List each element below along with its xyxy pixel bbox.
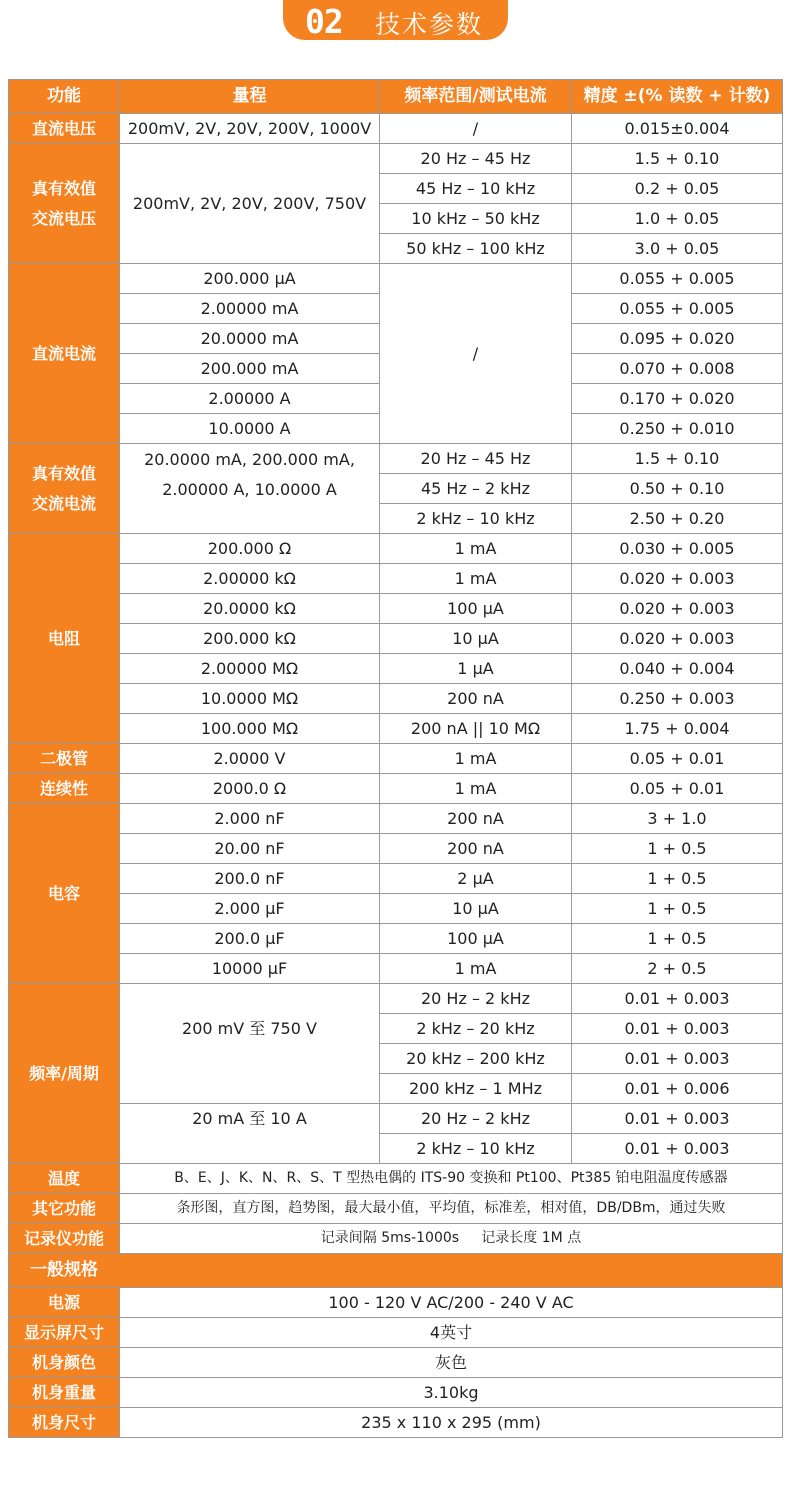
range-cell: 20.00 nF xyxy=(120,834,380,864)
col-header-frequency: 频率范围/测试电流 xyxy=(380,80,572,114)
table-row xyxy=(9,144,783,174)
table-row xyxy=(9,864,783,894)
accuracy-cell: 0.250 + 0.010 xyxy=(572,414,783,444)
freq-cell: 2 kHz – 10 kHz xyxy=(380,1134,572,1164)
section-row xyxy=(9,1254,783,1288)
section-header-badge xyxy=(283,0,508,40)
freq-cell: 2 kHz – 20 kHz xyxy=(380,1014,572,1044)
accuracy-cell: 0.2 + 0.05 xyxy=(572,174,783,204)
function-label-line: 真有效值 xyxy=(31,463,96,483)
table-row xyxy=(9,1104,783,1134)
accuracy-cell: 0.070 + 0.008 xyxy=(572,354,783,384)
freq-cell: 1 mA xyxy=(380,774,572,804)
freq-cell: 1 mA xyxy=(380,954,572,984)
accuracy-cell: 0.250 + 0.003 xyxy=(572,684,783,714)
accuracy-cell: 0.020 + 0.003 xyxy=(572,594,783,624)
table-row xyxy=(9,894,783,924)
table-row xyxy=(9,444,783,474)
freq-cell: 100 µA xyxy=(380,924,572,954)
accuracy-cell: 0.50 + 0.10 xyxy=(572,474,783,504)
spec-value: 记录间隔 5ms-1000s 记录长度 1M 点 xyxy=(120,1224,783,1254)
accuracy-cell: 2.50 + 0.20 xyxy=(572,504,783,534)
table-row xyxy=(9,744,783,774)
range-cell: 200.000 kΩ xyxy=(120,624,380,654)
function-label: 直流电流 xyxy=(9,264,120,444)
range-cell xyxy=(120,444,380,534)
function-label: 电阻 xyxy=(9,534,120,744)
spec-label: 电源 xyxy=(9,1288,120,1318)
table-row xyxy=(9,804,783,834)
function-label xyxy=(9,444,120,534)
table-row xyxy=(9,264,783,294)
function-label: 其它功能 xyxy=(9,1194,120,1224)
table-row xyxy=(9,564,783,594)
accuracy-cell: 1 + 0.5 xyxy=(572,894,783,924)
freq-cell: 200 nA xyxy=(380,804,572,834)
range-cell: 2.00000 A xyxy=(120,384,380,414)
freq-cell: / xyxy=(380,114,572,144)
accuracy-cell: 0.095 + 0.020 xyxy=(572,324,783,354)
range-cell: 200.000 mA xyxy=(120,354,380,384)
spec-label: 机身重量 xyxy=(9,1378,120,1408)
range-cell: 2.00000 mA xyxy=(120,294,380,324)
freq-cell: 200 nA || 10 MΩ xyxy=(380,714,572,744)
freq-cell: 100 µA xyxy=(380,594,572,624)
function-label-line: 真有效值 xyxy=(31,178,96,198)
spec-value: B、E、J、K、N、R、S、T 型热电偶的 ITS-90 变换和 Pt100、Pt385 铂电阻温度传感器 xyxy=(120,1164,783,1194)
spec-value: 4英寸 xyxy=(120,1318,783,1348)
table-row xyxy=(9,1164,783,1194)
function-label-line: 交流电压 xyxy=(31,208,96,228)
accuracy-cell: 0.170 + 0.020 xyxy=(572,384,783,414)
accuracy-cell: 3 + 1.0 xyxy=(572,804,783,834)
range-cell: 200.000 Ω xyxy=(120,534,380,564)
accuracy-cell: 0.01 + 0.006 xyxy=(572,1074,783,1104)
freq-cell: 10 µA xyxy=(380,894,572,924)
function-label-line: 交流电流 xyxy=(31,493,96,513)
table-row xyxy=(9,1318,783,1348)
function-label: 连续性 xyxy=(9,774,120,804)
range-cell: 2000.0 Ω xyxy=(120,774,380,804)
table-row xyxy=(9,984,783,1014)
freq-cell: 1 mA xyxy=(380,534,572,564)
function-label: 电容 xyxy=(9,804,120,984)
table-row xyxy=(9,534,783,564)
accuracy-cell: 1.75 + 0.004 xyxy=(572,714,783,744)
freq-cell: 20 Hz – 45 Hz xyxy=(380,144,572,174)
freq-cell: 1 mA xyxy=(380,564,572,594)
accuracy-cell: 1 + 0.5 xyxy=(572,924,783,954)
freq-cell: 20 Hz – 2 kHz xyxy=(380,1104,572,1134)
table-row xyxy=(9,924,783,954)
table-row xyxy=(9,1194,783,1224)
accuracy-cell: 0.05 + 0.01 xyxy=(572,744,783,774)
freq-cell: 20 Hz – 45 Hz xyxy=(380,444,572,474)
accuracy-cell: 0.01 + 0.003 xyxy=(572,984,783,1014)
col-header-range: 量程 xyxy=(120,80,380,114)
accuracy-cell: 0.05 + 0.01 xyxy=(572,774,783,804)
freq-cell: 20 Hz – 2 kHz xyxy=(380,984,572,1014)
range-line: 2.00000 A, 10.0000 A xyxy=(162,480,337,499)
table-row xyxy=(9,834,783,864)
accuracy-cell: 0.055 + 0.005 xyxy=(572,294,783,324)
spec-value: 100 - 120 V AC/200 - 240 V AC xyxy=(120,1288,783,1318)
range-cell: 200.0 nF xyxy=(120,864,380,894)
accuracy-cell: 0.01 + 0.003 xyxy=(572,1044,783,1074)
accuracy-cell: 1 + 0.5 xyxy=(572,834,783,864)
range-cell: 20.0000 mA xyxy=(120,324,380,354)
spec-label: 机身尺寸 xyxy=(9,1408,120,1438)
freq-cell: 20 kHz – 200 kHz xyxy=(380,1044,572,1074)
range-cell: 10.0000 A xyxy=(120,414,380,444)
range-cell: 200.000 µA xyxy=(120,264,380,294)
accuracy-cell: 0.030 + 0.005 xyxy=(572,534,783,564)
freq-cell: 200 nA xyxy=(380,684,572,714)
general-section-title: 一般规格 xyxy=(9,1254,783,1288)
range-cell: 200mV, 2V, 20V, 200V, 1000V xyxy=(120,114,380,144)
accuracy-cell: 0.020 + 0.003 xyxy=(572,624,783,654)
freq-cell: 1 mA xyxy=(380,744,572,774)
spec-value: 235 x 110 x 295 (mm) xyxy=(120,1408,783,1438)
range-cell: 200mV, 2V, 20V, 200V, 750V xyxy=(120,144,380,264)
accuracy-cell: 0.015±0.004 xyxy=(572,114,783,144)
range-cell: 2.000 µF xyxy=(120,894,380,924)
accuracy-cell: 1.5 + 0.10 xyxy=(572,444,783,474)
range-cell: 200 mV 至 750 V xyxy=(120,984,380,1104)
spec-value: 3.10kg xyxy=(120,1378,783,1408)
table-row xyxy=(9,624,783,654)
accuracy-cell: 0.01 + 0.003 xyxy=(572,1134,783,1164)
accuracy-cell: 0.040 + 0.004 xyxy=(572,654,783,684)
freq-cell: 50 kHz – 100 kHz xyxy=(380,234,572,264)
table-row xyxy=(9,1348,783,1378)
function-label: 二极管 xyxy=(9,744,120,774)
accuracy-cell: 1.5 + 0.10 xyxy=(572,144,783,174)
table-row xyxy=(9,1408,783,1438)
table-row xyxy=(9,774,783,804)
spec-value: 灰色 xyxy=(120,1348,783,1378)
function-label: 温度 xyxy=(9,1164,120,1194)
accuracy-cell: 0.020 + 0.003 xyxy=(572,564,783,594)
table-row xyxy=(9,1288,783,1318)
section-title: 技术参数 xyxy=(375,10,484,39)
freq-cell: 45 Hz – 2 kHz xyxy=(380,474,572,504)
freq-cell: 1 µA xyxy=(380,654,572,684)
range-cell: 2.00000 MΩ xyxy=(120,654,380,684)
range-cell: 2.00000 kΩ xyxy=(120,564,380,594)
freq-cell: 45 Hz – 10 kHz xyxy=(380,174,572,204)
range-line: 20.0000 mA, 200.000 mA, xyxy=(144,450,355,469)
freq-cell: 200 nA xyxy=(380,834,572,864)
table-row xyxy=(9,684,783,714)
range-cell: 2.0000 V xyxy=(120,744,380,774)
spec-table xyxy=(8,79,783,1438)
accuracy-cell: 0.055 + 0.005 xyxy=(572,264,783,294)
function-label: 直流电压 xyxy=(9,114,120,144)
function-label: 记录仪功能 xyxy=(9,1224,120,1254)
table-row xyxy=(9,594,783,624)
freq-cell: 10 kHz – 50 kHz xyxy=(380,204,572,234)
col-header-accuracy: 精度 ±(% 读数 + 计数) xyxy=(572,80,783,114)
table-row xyxy=(9,114,783,144)
section-number: 02 xyxy=(305,2,343,41)
range-cell: 2.000 nF xyxy=(120,804,380,834)
freq-cell: 200 kHz – 1 MHz xyxy=(380,1074,572,1104)
accuracy-cell: 2 + 0.5 xyxy=(572,954,783,984)
table-row xyxy=(9,1224,783,1254)
range-cell: 10.0000 MΩ xyxy=(120,684,380,714)
col-header-function: 功能 xyxy=(9,80,120,114)
function-label xyxy=(9,144,120,264)
range-cell: 100.000 MΩ xyxy=(120,714,380,744)
table-row xyxy=(9,714,783,744)
range-cell: 10000 µF xyxy=(120,954,380,984)
freq-cell: 2 kHz – 10 kHz xyxy=(380,504,572,534)
accuracy-cell: 1.0 + 0.05 xyxy=(572,204,783,234)
table-row xyxy=(9,954,783,984)
range-cell: 20 mA 至 10 A xyxy=(120,1104,380,1164)
freq-cell: 10 µA xyxy=(380,624,572,654)
range-cell: 200.0 µF xyxy=(120,924,380,954)
freq-cell: 2 µA xyxy=(380,864,572,894)
accuracy-cell: 0.01 + 0.003 xyxy=(572,1014,783,1044)
spec-label: 机身颜色 xyxy=(9,1348,120,1378)
spec-label: 显示屏尺寸 xyxy=(9,1318,120,1348)
table-row xyxy=(9,654,783,684)
accuracy-cell: 0.01 + 0.003 xyxy=(572,1104,783,1134)
range-cell: 20.0000 kΩ xyxy=(120,594,380,624)
accuracy-cell: 3.0 + 0.05 xyxy=(572,234,783,264)
spec-value: 条形图，直方图，趋势图，最大最小值，平均值，标准差，相对值，DB/DBm，通过失败 xyxy=(120,1194,783,1224)
function-label: 频率/周期 xyxy=(9,984,120,1164)
table-row xyxy=(9,1378,783,1408)
freq-cell: / xyxy=(380,264,572,444)
accuracy-cell: 1 + 0.5 xyxy=(572,864,783,894)
table-header-row xyxy=(9,80,783,114)
